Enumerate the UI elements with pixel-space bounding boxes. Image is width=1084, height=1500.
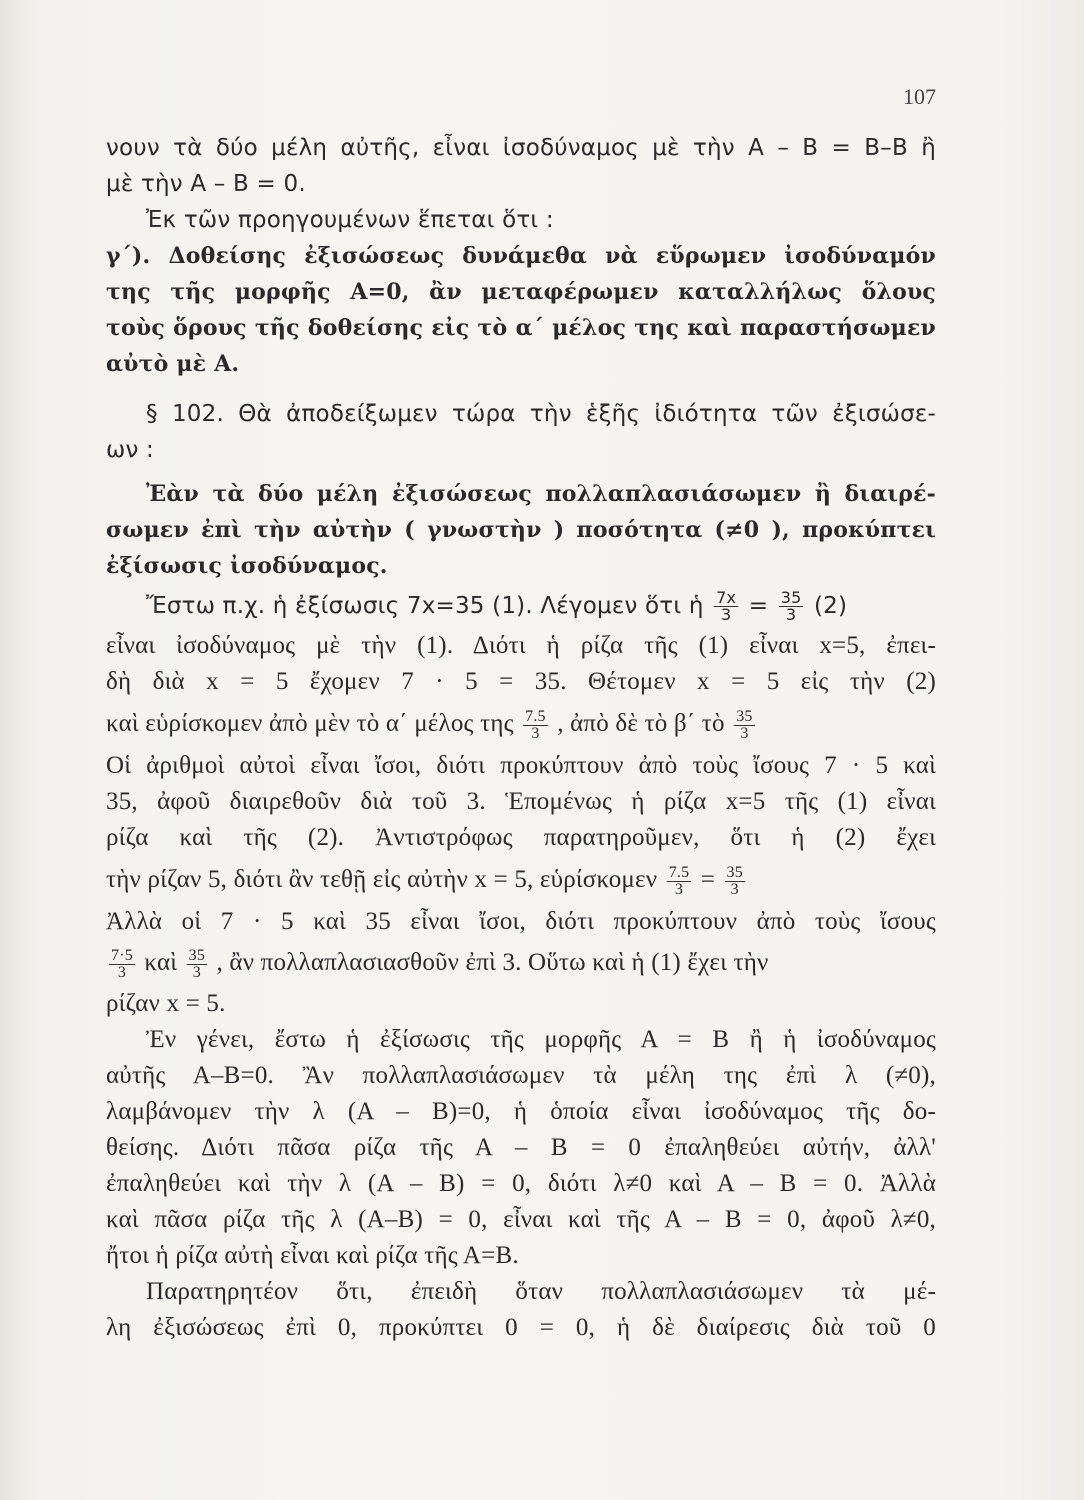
text-line: Παρατηρητέον ὅτι, ἐπειδὴ ὅταν πολλαπλασιάσωμεν τὰ μέ-: [146, 1278, 936, 1305]
fraction-7-5-3: $\frac{7.5}{3}$: [525, 707, 546, 742]
fraction-35-3: $\frac{35}{3}$: [736, 707, 753, 742]
text-line: δὴ διὰ x = 5 ἔχομεν 7 · 5 = 35. Θέτομεν x = 5 εἰς τὴν (2): [106, 668, 936, 695]
theorem-line: ἐξίσωσις ἰσοδύναμος.: [106, 553, 388, 579]
fraction-7dot5-3: $\frac{7\cdot 5}{3}$: [111, 946, 133, 981]
text-line: ρίζαν x = 5.: [106, 990, 226, 1017]
text-line: μὲ τὴν Α – Β = 0.: [106, 171, 306, 197]
page-number: 107: [903, 84, 936, 109]
text-line: εἶναι ἰσοδύναμος μὲ τὴν (1). Διότι ἡ ρίζα τῆς (1) εἶναι x=5, ἐπει-: [106, 632, 936, 659]
text-line: θείσης. Διότι πᾶσα ρίζα τῆς Α – Β = 0 ἐπαληθεύει αὐτήν, ἀλλ': [106, 1134, 936, 1161]
text-line: Ἀλλὰ οἱ 7 · 5 καὶ 35 εἶναι ἴσοι, διότι προκύπτουν ἀπὸ τοὺς ἴσους: [106, 908, 936, 935]
text-line: 35, ἀφοῦ διαιρεθοῦν διὰ τοῦ 3. Ἑπομένως ἡ ρίζα x=5 τῆς (1) εἶναι: [106, 788, 936, 815]
fraction-35-3: $\frac{35}{3}$: [780, 588, 802, 624]
text-line-with-fraction: τὴν ρίζαν 5, διότι ἂν τεθῇ εἰς αὐτὴν x = 5, εὑρίσκομεν $\frac{7.5}{3}$ = $\frac{35}{3}$: [106, 863, 743, 898]
theorem-line: Ἐὰν τὰ δύο μέλη ἐξισώσεως πολλαπλασιάσωμεν ἢ διαιρέ-: [146, 481, 936, 507]
text-line: ἐπαληθεύει καὶ τὴν λ (Α – Β) = 0, διότι λ≠0 καὶ Α – Β = 0. Ἀλλὰ: [106, 1170, 936, 1197]
theorem-line: σωμεν ἐπὶ τὴν αὐτὴν ( γνωστὴν ) ποσότητα (≠0 ), προκύπτει: [106, 517, 936, 543]
text-line: νουν τὰ δύο μέλη αὐτῆς, εἶναι ἰσοδύναμος μὲ τὴν Α – Β = Β–Β ἢ: [106, 135, 936, 161]
section-heading-line: § 102. Θὰ ἀποδείξωμεν τώρα τὴν ἑξῆς ἰδιότητα τῶν ἐξισώσε-: [146, 401, 936, 427]
text-line: της τῆς μορφῆς Α=0, ἂν μεταφέρωμεν καταλλήλως ὅλους: [106, 279, 936, 305]
text-line: ρίζα καὶ τῆς (2). Ἀντιστρόφως παρατηροῦμεν, ὅτι ἡ (2) ἔχει: [106, 824, 936, 851]
text-line-with-fraction: Ἔστω π.χ. ἡ ἐξίσωσις 7x=35 (1). Λέγομεν ὅτι ἡ $\frac{7x}{3}$ = $\frac{35}{3}$ (2): [146, 588, 848, 624]
text-line: γ΄). Δοθείσης ἐξισώσεως δυνάμεθα νὰ εὕρωμεν ἰσοδύναμόν: [106, 243, 936, 269]
text-line-with-fraction: $\frac{7\cdot 5}{3}$ καὶ $\frac{35}{3}$ , ἂν πολλαπλασιασθοῦν ἐπὶ 3. Οὕτω καὶ ἡ (1) ἔχει τὴν: [111, 946, 769, 981]
fraction-7-5-3: $\frac{7.5}{3}$: [668, 863, 690, 898]
text-line: ἤτοι ἡ ρίζα αὐτὴ εἶναι καὶ ρίζα τῆς Α=Β.: [106, 1242, 519, 1269]
text-line: Ἐκ τῶν προηγουμένων ἕπεται ὅτι :: [146, 207, 554, 233]
text-line: Οἱ ἀριθμοὶ αὐτοὶ εἶναι ἴσοι, διότι προκύπτουν ἀπὸ τοὺς ἴσους 7 · 5 καὶ: [106, 752, 936, 779]
text-line: αὐτῆς Α–Β=0. Ἂν πολλαπλασιάσωμεν τὰ μέλη της ἐπὶ λ (≠0),: [106, 1062, 936, 1089]
text-line: λη ἐξισώσεως ἐπὶ 0, προκύπτει 0 = 0, ἡ δὲ διαίρεσις διὰ τοῦ 0: [106, 1314, 936, 1341]
page-text: [106, 130, 936, 1346]
text-line: ων :: [106, 437, 154, 463]
fraction-35-3: $\frac{35}{3}$: [726, 863, 743, 898]
text-line: λαμβάνομεν τὴν λ (Α – Β)=0, ἡ ὁποία εἶναι ἰσοδύναμος τῆς δο-: [106, 1098, 936, 1125]
text-line: καὶ πᾶσα ρίζα τῆς λ (Α–Β) = 0, εἶναι καὶ τῆς Α – Β = 0, ἀφοῦ λ≠0,: [106, 1206, 936, 1233]
fraction-35-3: $\frac{35}{3}$: [188, 946, 206, 981]
text-line: αὐτὸ μὲ Α.: [106, 351, 240, 377]
text-line: Ἐν γένει, ἔστω ἡ ἐξίσωσις τῆς μορφῆς Α = Β ἢ ἡ ἰσοδύναμος: [146, 1026, 936, 1053]
text-line: τοὺς ὅρους τῆς δοθείσης εἰς τὸ α΄ μέλος της καὶ παραστήσωμεν: [106, 315, 936, 341]
fraction-7x-3: $\frac{7x}{3}$: [716, 588, 737, 624]
text-line-with-fraction: καὶ εὑρίσκομεν ἀπὸ μὲν τὸ α΄ μέλος της $\frac{7.5}{3}$ , ἀπὸ δὲ τὸ β΄ τὸ $\frac{35}{3}$: [106, 707, 753, 742]
line-text: Ἔστω π.χ. ἡ ἐξίσωσις 7x=35 (1). Λέγομεν ὅτι ἡ: [146, 593, 704, 619]
